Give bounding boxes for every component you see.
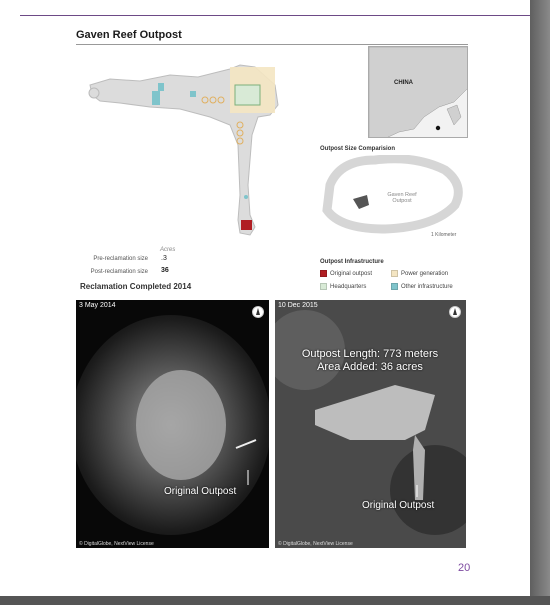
scale-label: 1 Kilometer (431, 232, 457, 238)
pre-reclamation-value: .3 (161, 255, 167, 262)
reclamation-completed: Reclamation Completed 2014 (80, 282, 192, 291)
country-label: CHINA (394, 80, 413, 86)
photo-date: 10 Dec 2015 (278, 302, 318, 309)
legend-item-headquarters (320, 283, 366, 290)
legend-title: Outpost Infrastructure (320, 259, 384, 265)
legend-swatch (320, 270, 327, 277)
photo-2014-imagery (76, 300, 269, 548)
legend-item-other-infrastructure (391, 283, 453, 290)
photo-date: 3 May 2014 (79, 302, 116, 309)
post-reclamation-label: Post-reclamation size (90, 269, 148, 275)
locator-map (368, 46, 468, 138)
legend-swatch (391, 283, 398, 290)
size-comparison-title: Outpost Size Comparision (320, 146, 396, 152)
photo-credit: © DigitalGlobe, NextView License (79, 541, 154, 547)
satellite-photo-2015 (275, 300, 466, 548)
title-rule (76, 44, 468, 45)
area-added: Area Added: 36 acres (317, 361, 423, 373)
photo-caption: Original Outpost (164, 486, 237, 497)
locator-map-svg (369, 47, 468, 138)
legend-label: Power generation (401, 270, 449, 277)
legend-swatch (320, 283, 327, 290)
legend-item-original-outpost (320, 270, 372, 277)
north-arrow-icon (252, 306, 264, 318)
photo-caption: Original Outpost (362, 500, 435, 511)
legend-swatch (391, 270, 398, 277)
outpost-map (80, 55, 295, 240)
north-arrow-icon (449, 306, 461, 318)
viewer-bottom-edge (0, 596, 550, 605)
legend-item-power-generation (391, 270, 448, 277)
legend-label: Headquarters (330, 283, 367, 290)
photo-credit: © DigitalGlobe, NextView License (278, 541, 353, 547)
pre-reclamation-label: Pre-reclamation size (93, 256, 148, 262)
satellite-photo-2014 (76, 300, 269, 548)
page-number: 20 (458, 562, 471, 574)
page-title: Gaven Reef Outpost (76, 29, 182, 41)
legend-label: Original outpost (330, 270, 373, 277)
outpost-length: Outpost Length: 773 meters (301, 348, 439, 360)
viewer-background (530, 0, 550, 605)
size-outpost-label: Gaven Reef Outpost (387, 192, 417, 204)
post-reclamation-value: 36 (161, 267, 169, 274)
legend-label: Other infrastructure (401, 283, 453, 290)
top-rule (20, 15, 530, 16)
acres-header: Acres (160, 247, 176, 253)
